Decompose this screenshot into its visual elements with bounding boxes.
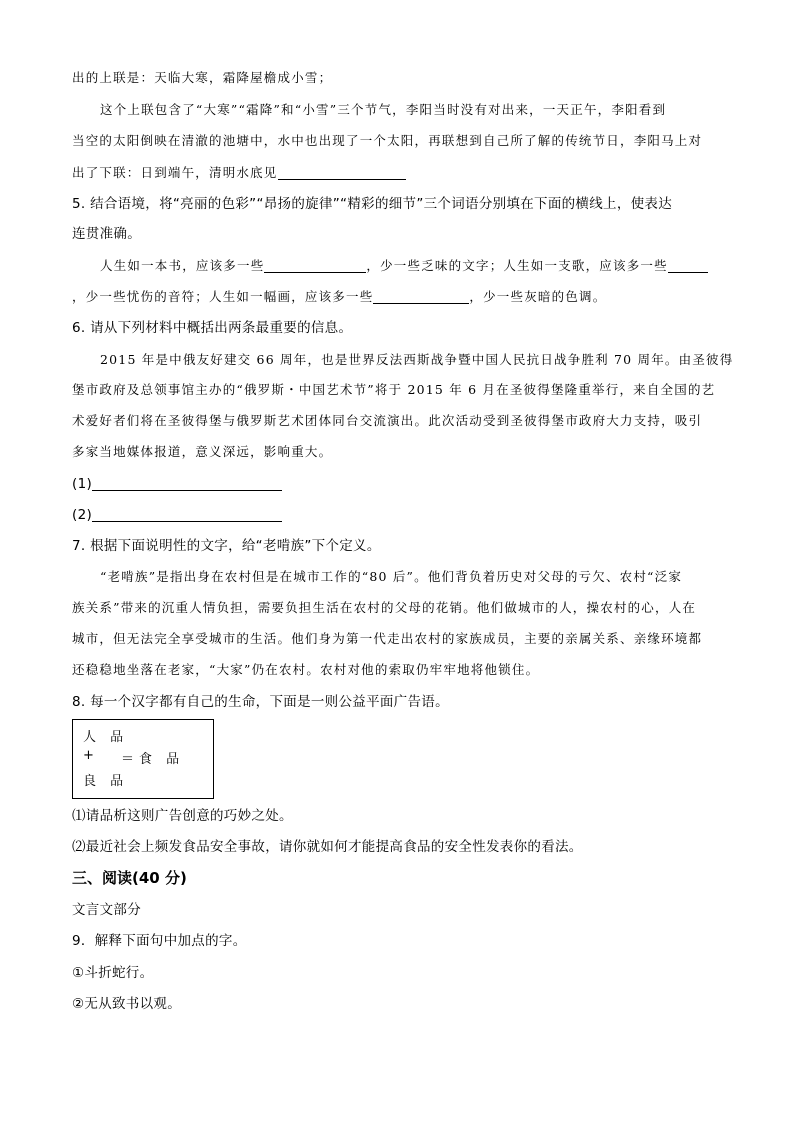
q4-line-2: 这个上联包含了“大寒”“霜降”和“小雪”三个节气，李阳当时没有对出来，一天正午，李阳看到: [100, 102, 667, 117]
q6-stem: 6. 请从下列材料中概括出两条最重要的信息。: [72, 320, 353, 336]
q5-stem-1: 5. 结合语境，将“亮丽的色彩”“昂扬的旋律”“精彩的细节”三个词语分别填在下面的横线上，使表达: [72, 196, 673, 212]
ad-box-top: 人 品: [83, 730, 129, 745]
q6-material-line-2: 堡市政府及总领事馆主办的“俄罗斯・中国艺术节”将于 2015 年 6 月在圣彼得堡隆重举行，来自全国的艺: [72, 382, 716, 397]
q6-answer-2-label: (2): [72, 507, 93, 523]
q5-paragraph-line-2: [72, 287, 606, 307]
q4-line-3: 当空的太阳倒映在清澈的池塘中，水中也出现了一个太阳，再联想到自己所了解的传统节日，李阳马上对: [72, 133, 703, 148]
q6-material-line-3: 术爱好者们将在圣彼得堡与俄罗斯艺术团体同台交流演出。此次活动受到圣彼得堡市政府大力支持，吸引: [72, 413, 703, 428]
ad-slogan-box: [72, 719, 214, 799]
q5-p2-part-a: ，少一些忧伤的音符；人生如一幅画，应该多一些: [72, 289, 374, 304]
ad-box-equals: ＝食 品: [121, 752, 185, 767]
q6-answer-2-blank[interactable]: [92, 507, 282, 522]
q5-paragraph-line-1: [100, 256, 708, 276]
section-3-title: 三、阅读(40 分): [72, 869, 187, 887]
q4-line-4-text: 出了下联：日到端午，清明水底见: [72, 165, 278, 180]
q7-material-line-1: “老啃族”是指出身在农村但是在城市工作的“80 后”。他们背负着历史对父母的亏欠、农村“泛家: [100, 569, 683, 584]
ad-box-plus: +: [83, 748, 99, 763]
q4-answer-blank[interactable]: [278, 165, 406, 180]
q8-stem: 8. 每一个汉字都有自己的生命，下面是一则公益平面广告语。: [72, 694, 449, 710]
q5-stem-2: 连贯准确。: [72, 226, 141, 242]
q6-answer-1: [72, 474, 282, 494]
q9-item-2: ②无从致书以观。: [72, 996, 182, 1012]
q5-p2-part-b: ，少一些灰暗的色调。: [469, 289, 607, 304]
q9-item-1: ①斗折蛇行。: [72, 965, 154, 981]
q5-blank-3[interactable]: [373, 289, 469, 304]
ad-box-bottom: 良 品: [83, 774, 129, 789]
q8-subquestion-1: ⑴请品析这则广告创意的巧妙之处。: [72, 808, 293, 824]
q7-material-line-3: 城市，但无法完全享受城市的生活。他们身为第一代走出农村的家族成员，主要的亲属关系、亲缘环境都: [72, 631, 703, 646]
q6-material-line-4: 多家当地媒体报道，意义深远，影响重大。: [72, 444, 333, 459]
q6-answer-1-label: (1): [72, 476, 93, 492]
q6-answer-2: [72, 505, 282, 525]
section-3-subtitle: 文言文部分: [72, 902, 141, 918]
q5-blank-2[interactable]: [668, 258, 708, 273]
q5-p1-part-b: ，少一些乏味的文字；人生如一支歌，应该多一些: [366, 258, 668, 273]
q6-answer-1-blank[interactable]: [92, 476, 282, 491]
q4-line-4: [72, 163, 406, 183]
q8-subquestion-2: ⑵最近社会上频发食品安全事故，请你就如何才能提高食品的安全性发表你的看法。: [72, 839, 583, 855]
q7-material-line-2: 族关系”带来的沉重人情负担，需要负担生活在农村的父母的花销。他们做城市的人，操农村的心，人在: [72, 600, 697, 615]
q9-stem: 9．解释下面句中加点的字。: [72, 933, 247, 949]
q5-p1-part-a: 人生如一本书，应该多一些: [100, 258, 265, 273]
q7-stem: 7. 根据下面说明性的文字，给“老啃族”下个定义。: [72, 538, 381, 554]
q5-blank-1[interactable]: [264, 258, 366, 273]
q6-material-line-1: 2015 年是中俄友好建交 66 周年，也是世界反法西斯战争暨中国人民抗日战争胜利 70 周年。由圣彼得: [100, 352, 734, 367]
q4-line-1: 出的上联是：天临大寒，霜降屋檐成小雪；: [72, 70, 333, 85]
q7-material-line-4: 还稳稳地坐落在老家，“大家”仍在农村。农村对他的索取仍牢牢地将他锁住。: [72, 662, 540, 677]
